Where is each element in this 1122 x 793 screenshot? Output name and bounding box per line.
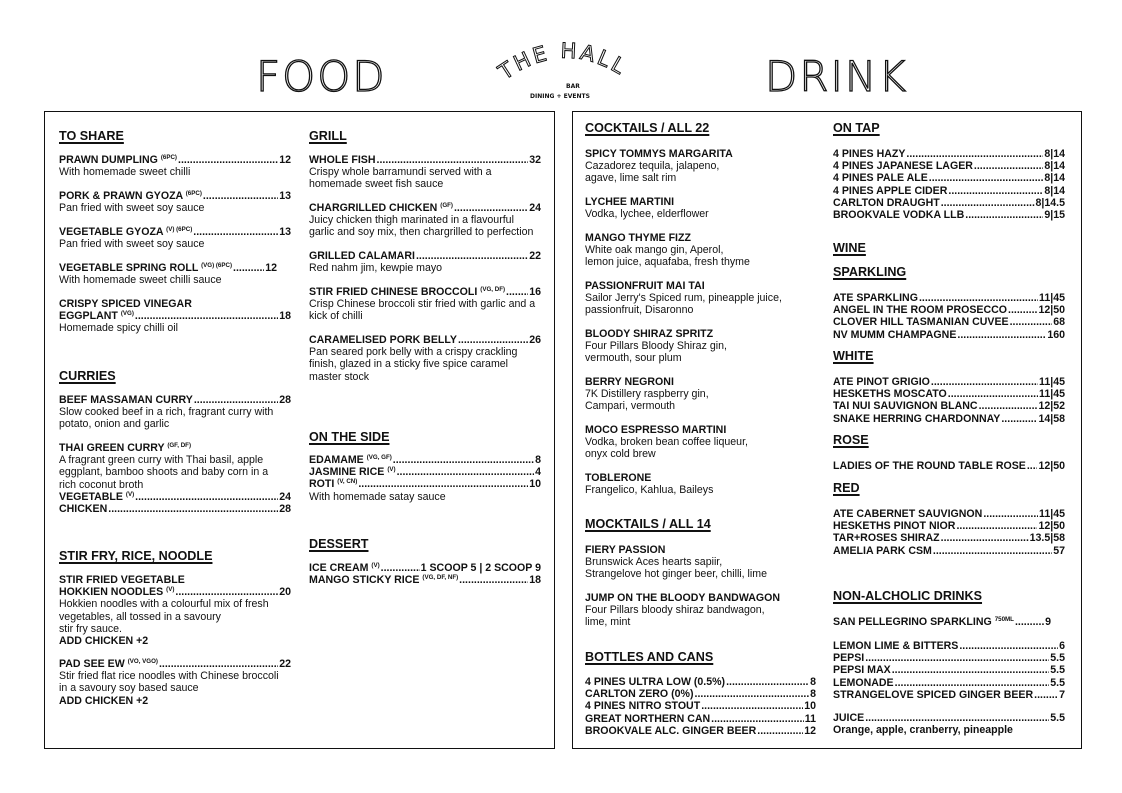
section-bottles: BOTTLES AND CANS (585, 650, 714, 664)
dietary-tag: (VG, DF, NF) (422, 574, 459, 582)
mocktail-item (585, 592, 780, 629)
item-price: 8|14 (1044, 172, 1065, 185)
item-name: 4 PINES JAPANESE LAGER (833, 160, 973, 173)
item-description: finish, glazed in a sticky five spice caramel (309, 358, 509, 371)
item-name: CHARGRILLED CHICKEN (309, 202, 438, 214)
item-description: Pan fried with sweet soy sauce (59, 202, 205, 215)
item-name: MOCO ESPRESSO MARTINI (585, 424, 727, 436)
item-price: 13 (279, 226, 291, 238)
item-name: THAI GREEN CURRY (59, 442, 165, 454)
item-price: 7 (1059, 688, 1065, 701)
item-name: SNAKE HERRING CHARDONNAY (833, 412, 1001, 425)
item-price: 14|58 (1038, 412, 1065, 425)
white-list (833, 376, 1065, 425)
item-name: BEEF MASSAMAN CURRY (59, 394, 193, 406)
item-description: Crisp Chinese broccoli stir fried with garlic and a (309, 298, 536, 311)
item-price: 160 (1047, 328, 1065, 341)
item-description: homemade sweet fish sauce (309, 178, 444, 191)
item-name: PASSIONFRUIT MAI TAI (585, 280, 705, 292)
item-addon: ADD CHICKEN +2 (59, 694, 149, 707)
section-on-tap: ON TAP (833, 121, 880, 135)
item-description: garlic and soy mix, then chargrilled to perfection (309, 226, 534, 239)
section-grill: GRILL (309, 129, 347, 143)
dessert-list (309, 562, 541, 586)
item-description: Pan fried with sweet soy sauce (59, 238, 205, 251)
item-description: Strangelove hot ginger beer, chilli, lime (585, 568, 767, 581)
item-price: 16 (529, 286, 541, 298)
logo-tag-dining: DINING + EVENTS (530, 93, 590, 100)
item-name: ATE CABERNET SAUVIGNON (833, 508, 983, 520)
item-name: SAN PELLEGRINO SPARKLING (833, 616, 992, 628)
item-price: 28 (279, 394, 291, 406)
item-description: vegetables, all tossed in a savoury (59, 610, 221, 623)
item-name: LEMON LIME & BITTERS (833, 640, 959, 652)
cocktail-item (585, 148, 733, 185)
item-price: 8|14 (1044, 184, 1065, 197)
item-price: 9|15 (1044, 209, 1065, 222)
item-price: 12|52 (1038, 400, 1065, 413)
item-name: BLOODY SHIRAZ SPRITZ (585, 328, 714, 340)
item-description: Stir fried flat rice noodles with Chinese broccoli (59, 670, 279, 683)
dietary-tag: (V) (371, 562, 380, 569)
section-rose: ROSE (833, 433, 869, 447)
item-price: 13 (279, 190, 291, 202)
item-price: 8 (810, 676, 816, 688)
item-name: WHOLE FISH (309, 154, 376, 166)
item-name: PORK & PRAWN GYOZA (59, 190, 183, 202)
dietary-tag: (V) (125, 490, 135, 498)
item-price: 8|14.5 (1035, 196, 1065, 209)
item-name: PEPSI MAX (833, 664, 891, 677)
item-name: JUICE (833, 712, 865, 724)
item-description: Juicy chicken thigh marinated in a flavourful (309, 214, 514, 227)
food-panel (44, 111, 555, 749)
item-name: PEPSI (833, 652, 865, 665)
cocktail-item (585, 196, 709, 220)
item-price: 24 (279, 490, 291, 503)
item-price: 28 (279, 503, 291, 516)
item-name: 4 PINES APPLE CIDER (833, 184, 948, 197)
item-description: White oak mango gin, Aperol, (585, 244, 724, 257)
item-description: passionfruit, Disaronno (585, 304, 694, 317)
menu-header (0, 0, 1122, 110)
cocktail-item (585, 280, 782, 317)
menu-item (309, 154, 541, 191)
cocktail-item (585, 472, 713, 496)
item-name: MANGO THYME FIZZ (585, 232, 691, 244)
menu-item (59, 190, 291, 214)
section-curries: CURRIES (59, 369, 116, 383)
section-mocktails: MOCKTAILS / ALL 14 (585, 517, 711, 531)
dietary-tag: (VG) (6PC) (201, 262, 232, 269)
item-price: 12|50 (1038, 460, 1065, 472)
item-description: Pan seared pork belly with a crispy crackling (309, 346, 518, 359)
rose-list (833, 460, 1065, 472)
item-description: Homemade spicy chilli oil (59, 322, 178, 335)
item-name: CARLTON ZERO (0%) (585, 688, 694, 701)
section-red: RED (833, 481, 860, 495)
item-name: 4 PINES HAZY (833, 148, 906, 160)
item-price: 9 (1045, 616, 1051, 628)
item-price: 26 (529, 334, 541, 346)
item-name: CARAMELISED PORK BELLY (309, 334, 457, 346)
dietary-tag: (6PC) (185, 190, 202, 197)
dietary-tag: (V, CN) (337, 478, 358, 486)
sparkling-list (833, 292, 1065, 341)
dietary-tag: (GF, DF) (167, 442, 192, 449)
item-name: HESKETHS MOSCATO (833, 388, 947, 401)
item-price: 10 (529, 478, 541, 491)
section-on-the-side: ON THE SIDE (309, 430, 390, 444)
menu-item (59, 226, 291, 250)
item-description: 7K Distillery raspberry gin, (585, 388, 709, 401)
item-name: 4 PINES NITRO STOUT (585, 700, 701, 713)
item-price: 5.5 (1050, 652, 1065, 665)
item-name: PAD SEE EW (59, 658, 125, 670)
on-tap-list (833, 148, 1065, 221)
item-name: LADIES OF THE ROUND TABLE ROSE (833, 460, 1026, 472)
dietary-tag: (VG) (120, 310, 134, 318)
menu-item (59, 262, 277, 286)
menu-item (59, 298, 291, 335)
item-price: 5.5 (1050, 676, 1065, 689)
item-description: vermouth, sour plum (585, 352, 682, 365)
item-name: GREAT NORTHERN CAN (585, 712, 711, 725)
item-price: 5.5 (1050, 664, 1065, 677)
item-price: 32 (529, 154, 541, 166)
item-name: ATE SPARKLING (833, 292, 918, 304)
item-name: HESKETHS PINOT NIOR (833, 520, 956, 533)
cocktail-item (585, 232, 750, 269)
item-description: Slow cooked beef in a rich, fragrant curry with (59, 406, 274, 419)
item-name: TAR+ROSES SHIRAZ (833, 532, 940, 545)
item-name: ICE CREAM (309, 562, 369, 574)
cocktail-item (585, 424, 748, 461)
item-name: SPICY TOMMYS MARGARITA (585, 148, 733, 160)
section-sparkling: SPARKLING (833, 265, 907, 279)
item-description: agave, lime salt rim (585, 172, 677, 185)
item-price: 5.5 (1050, 712, 1065, 724)
item-price: 4 (535, 466, 541, 479)
item-description: in a savoury soy based sauce (59, 682, 199, 695)
item-description: Vodka, broken bean coffee liqueur, (585, 436, 748, 449)
item-name: JUMP ON THE BLOODY BANDWAGON (585, 592, 781, 604)
menu-item (309, 202, 541, 239)
item-name: CARLTON DRAUGHT (833, 196, 940, 209)
item-name: LEMONADE (833, 676, 894, 689)
item-name: CRISPY SPICED VINEGAR (59, 298, 192, 310)
menu-item (59, 394, 291, 431)
item-name: STRANGELOVE SPICED GINGER BEER (833, 688, 1034, 701)
item-price: 11|45 (1039, 388, 1065, 401)
item-name: 4 PINES PALE ALE (833, 172, 928, 185)
item-name: FIERY PASSION (585, 544, 666, 556)
dietary-tag: (6PC) (160, 154, 177, 161)
item-description: Brunswick Aces hearts sapiir, (585, 556, 723, 569)
item-description: Crispy whole barramundi served with a (309, 166, 492, 179)
item-price: 18 (279, 310, 291, 323)
item-description: Sailor Jerry's Spiced rum, pineapple juice, (585, 292, 782, 305)
section-cocktails: COCKTAILS / ALL 22 (585, 121, 710, 135)
juice-item (833, 712, 1065, 736)
dietary-tag: (GF) (440, 202, 453, 209)
item-price: 12|50 (1038, 304, 1065, 317)
item-name: JASMINE RICE (309, 466, 385, 479)
item-price: 12|50 (1038, 520, 1065, 533)
item-price: 12 (279, 154, 291, 166)
item-description: Orange, apple, cranberry, pineapple (833, 724, 1013, 737)
section-wine: WINE (833, 241, 866, 255)
item-price: 13.5|58 (1029, 532, 1065, 545)
section-dessert: DESSERT (309, 537, 369, 551)
item-price: 68 (1053, 316, 1065, 329)
item-price: 20 (279, 586, 291, 599)
item-price: 10 (804, 700, 816, 713)
option-name: CHICKEN (59, 503, 108, 516)
option-name: VEGETABLE (59, 490, 123, 503)
item-price: 8|14 (1044, 160, 1065, 173)
section-white: WHITE (833, 349, 874, 363)
item-description: lime, mint (585, 616, 631, 629)
menu-item (59, 574, 291, 647)
item-price: 8|14 (1044, 148, 1065, 160)
item-name: ATE PINOT GRIGIO (833, 376, 930, 388)
menu-item (59, 658, 291, 707)
item-name: TAI NUI SAUVIGNON BLANC (833, 400, 978, 413)
section-non-alcoholic: NON-ALCHOLIC DRINKS (833, 589, 983, 603)
dietary-tag: (VG, GF) (366, 454, 392, 461)
item-addon: ADD CHICKEN +2 (59, 635, 149, 648)
drink-panel (572, 111, 1082, 749)
item-description: Vodka, lychee, elderflower (585, 208, 709, 221)
item-price: 6 (1059, 640, 1065, 652)
item-description: Four Pillars Bloody Shiraz gin, (585, 340, 727, 353)
section-stir-fry: STIR FRY, RICE, NOODLE (59, 549, 213, 563)
item-description: With homemade sweet chilli (59, 166, 191, 179)
item-name: EGGPLANT (59, 310, 118, 323)
item-name: STIR FRIED VEGETABLE (59, 574, 185, 586)
the-hall-logo (488, 42, 638, 104)
item-price: 11 (804, 712, 816, 725)
item-description: master stock (309, 370, 370, 383)
item-description: lemon juice, aquafaba, fresh thyme (585, 256, 750, 269)
pellegrino-item (833, 616, 1065, 628)
dietary-tag: (VO, VGO) (127, 658, 158, 665)
side-list (309, 454, 541, 503)
svg-text:THE HALL (494, 42, 632, 85)
item-description: potato, onion and garlic (59, 418, 170, 431)
item-name: HOKKIEN NOODLES (59, 586, 164, 599)
item-description: With homemade satay sauce (309, 490, 446, 503)
item-name: 4 PINES ULTRA LOW (0.5%) (585, 676, 726, 688)
item-price: 11|45 (1039, 292, 1065, 304)
item-price: 11|45 (1039, 376, 1065, 388)
item-name: MANGO STICKY RICE (309, 574, 420, 587)
item-name: AMELIA PARK CSM (833, 544, 932, 557)
item-description: eggplant, bamboo shoots and baby corn in a (59, 466, 269, 479)
item-description: Campari, vermouth (585, 400, 676, 413)
item-name: BROOKVALE ALC. GINGER BEER (585, 724, 757, 737)
item-name: VEGETABLE GYOZA (59, 226, 164, 238)
item-description: stir fry sauce. (59, 622, 122, 635)
item-name: TOBLERONE (585, 472, 652, 484)
soft-drinks-list (833, 640, 1065, 701)
item-price: 24 (529, 202, 541, 214)
drink-title: DRINK (765, 52, 908, 101)
menu-item (309, 334, 541, 383)
item-description: Frangelico, Kahlua, Baileys (585, 484, 714, 497)
item-price: 8 (535, 454, 541, 466)
mocktail-item (585, 544, 767, 581)
menu-item (309, 286, 541, 323)
section-to-share: TO SHARE (59, 129, 124, 143)
item-price: 57 (1053, 544, 1065, 557)
dietary-tag: (V) (387, 466, 396, 474)
item-name: ROTI (309, 478, 335, 491)
bottles-list (585, 676, 816, 737)
item-name: CLOVER HILL TASMANIAN CUVEE (833, 316, 1009, 329)
cocktail-item (585, 376, 709, 413)
red-list (833, 508, 1065, 557)
logo-tag-bar: BAR (566, 83, 580, 90)
item-price: 12 (265, 262, 277, 274)
dietary-tag: (V) (6PC) (166, 226, 193, 233)
item-price: 12 (804, 724, 816, 737)
item-description: Hokkien noodles with a colourful mix of fresh (59, 598, 269, 611)
dietary-tag: (VG, DF) (480, 286, 506, 293)
item-description: rich coconut broth (59, 478, 144, 491)
item-name: LYCHEE MARTINI (585, 196, 675, 208)
item-name: ANGEL IN THE ROOM PROSECCO (833, 304, 1008, 317)
item-description: Red nahm jim, kewpie mayo (309, 262, 443, 275)
item-description: With homemade sweet chilli sauce (59, 274, 222, 287)
item-name: PRAWN DUMPLING (59, 154, 158, 166)
item-name: BERRY NEGRONI (585, 376, 674, 388)
item-price: 22 (279, 658, 291, 670)
item-price: 11|45 (1039, 508, 1065, 520)
logo-name: THE HALL (494, 42, 632, 85)
dietary-tag: (V) (166, 586, 175, 594)
item-name: VEGETABLE SPRING ROLL (59, 262, 199, 274)
item-description: A fragrant green curry with Thai basil, apple (59, 454, 264, 467)
item-description: kick of chilli (309, 310, 363, 323)
food-title: FOOD (256, 52, 387, 101)
item-name: EDAMAME (309, 454, 364, 466)
item-name: STIR FRIED CHINESE BROCCOLI (309, 286, 478, 298)
item-price: 8 (810, 688, 816, 701)
item-price: 1 SCOOP 5 | 2 SCOOP 9 (420, 562, 541, 574)
item-description: onyx cold brew (585, 448, 656, 461)
item-description: Cazadorez tequila, jalapeno, (585, 160, 720, 173)
item-price: 18 (529, 574, 541, 587)
menu-item (59, 442, 291, 515)
item-name: NV MUMM CHAMPAGNE (833, 328, 957, 341)
item-description: Four Pillars bloody shiraz bandwagon, (585, 604, 765, 617)
menu-item (309, 250, 541, 274)
size-tag: 750ML (994, 616, 1014, 623)
cocktail-item (585, 328, 727, 365)
item-name: BROOKVALE VODKA LLB (833, 209, 965, 222)
item-price: 22 (529, 250, 541, 262)
item-name: GRILLED CALAMARI (309, 250, 415, 262)
menu-item (59, 154, 291, 178)
